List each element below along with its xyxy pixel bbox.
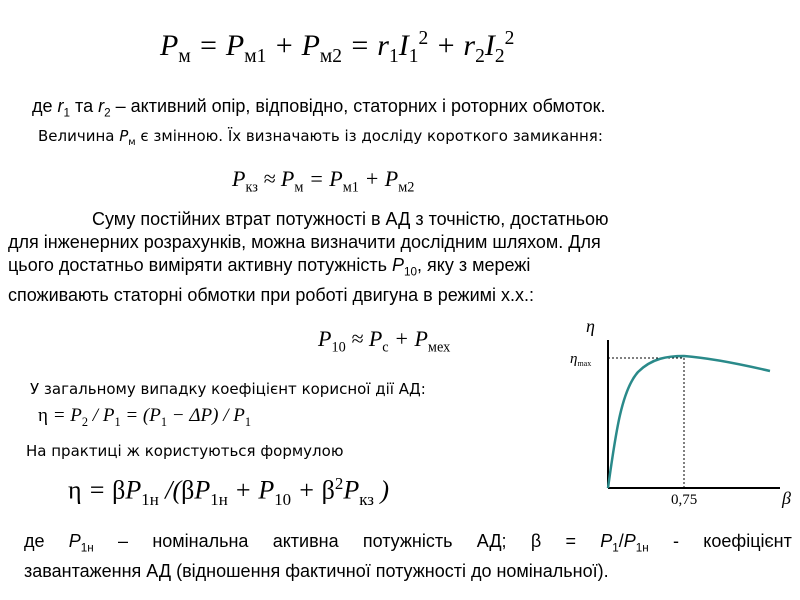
practice-label: На практиці ж користуються формулою: [26, 442, 344, 460]
resistance-description: де $r_1$ та $r_2$ – активний опір, відповідно, статорних і роторних обмоток.: [32, 96, 606, 120]
efficiency-curve: [608, 356, 770, 488]
efficiency-chart: [560, 310, 800, 520]
paragraph-line: Суму постійних втрат потужності в АД з точністю, достатньою: [92, 209, 609, 229]
formula-no-load: $P_{10} \approx P_с + P_{мех}$: [318, 326, 451, 356]
variable-losses-note: Величина $P_м$ є змінною. Їх визначають із досліду короткого замикання:: [38, 127, 603, 148]
formula-efficiency-practical: $\eta = \beta P_{1н}$ $/(\beta P_{1н} + P_{10} + \beta^2P_{кз}$ ): [68, 474, 390, 509]
x-axis-label: β: [782, 488, 791, 508]
paragraph-line: споживають статорні обмотки при роботі двигуна в режимі х.х.:: [8, 284, 534, 305]
ymax-label: $\eta_{max}$: [570, 351, 592, 368]
y-axis-label: η: [586, 316, 595, 336]
paragraph-line: цього достатньо виміряти активну потужність $P_{10}$, яку з мережі: [8, 255, 531, 279]
formula-short-circuit: $P_{кз} \approx P_м = P_{м1} + P_{м2}$: [232, 166, 415, 196]
general-efficiency-label: У загальному випадку коефіцієнт корисної дії АД:: [30, 380, 426, 398]
paragraph-line: для інженерних розрахунків, можна визначити дослідним шляхом. Для: [8, 232, 601, 252]
paragraph-line: де $P_{1н}$ – номінальна активна потужність АД; β = $P_1/P_{1н}$ - коефіцієнт: [24, 531, 792, 555]
formula-efficiency-general: $\eta = P_2 / P_1 = (P_1 - \Delta P) / P_1$: [38, 405, 252, 429]
final-paragraph: [24, 530, 792, 583]
x-tick-label: 0,75: [671, 492, 698, 508]
formula-copper-losses: $P_м = P_{м1} + P_{м2} = r_1I_1^2 + r_2I_2^2$: [160, 28, 515, 67]
paragraph-line: завантаження АД (відношення фактичної потужності до номінальної).: [24, 560, 609, 581]
constant-losses-paragraph: [8, 208, 609, 307]
